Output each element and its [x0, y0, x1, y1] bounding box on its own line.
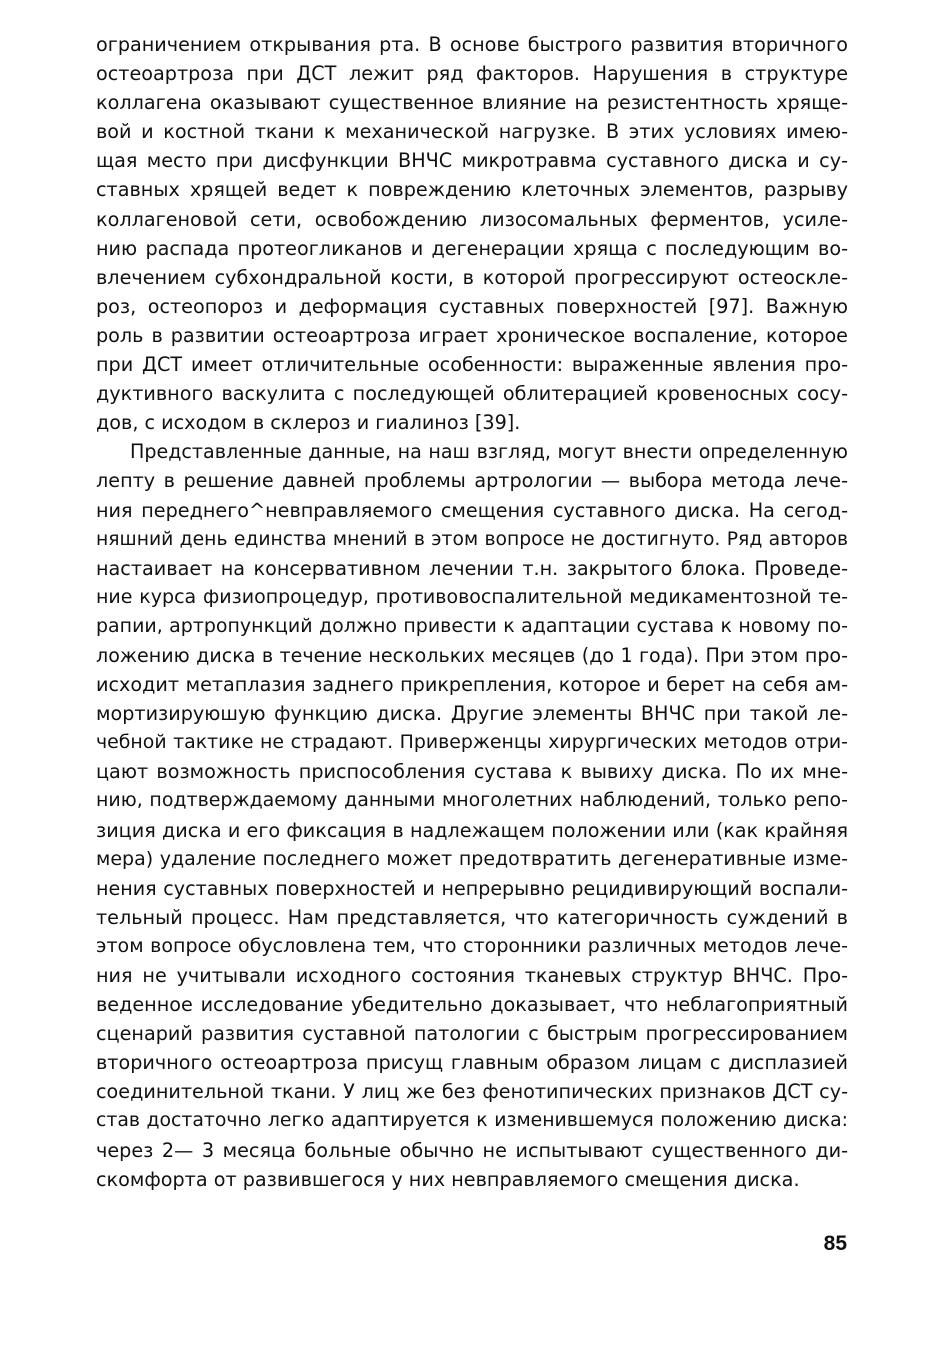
text-line: нию, подтверждаемому данными многолетних наблюдений, только репо-	[96, 789, 848, 812]
text-line: исходит метаплазия заднего прикрепления, которое и берет на себя ам-	[96, 673, 848, 697]
text-line: сценарий развития суставной патологии с быстрым прогрессированием	[96, 1022, 848, 1046]
text-line: нию распада протеогликанов и дегенерации хряща с последующим во-	[96, 236, 848, 260]
text-line: через 2— 3 месяца больные обычно не испытывают существенного ди-	[96, 1138, 848, 1162]
text-line: скомфорта от развившегося у них невправляемого смещения диска.	[96, 1167, 800, 1191]
text-line: лепту в решение давней проблемы артрологии — выбора метода лече-	[96, 469, 848, 493]
text-line: ставных хрящей ведет к повреждению клеточных элементов, разрыву	[96, 178, 848, 202]
text-line: няшний день единства мнений в этом вопросе не достигнуто. Ряд авторов	[96, 528, 848, 550]
text-line: зиция диска и его фиксация в надлежащем положении или (как крайняя	[96, 818, 848, 842]
text-line: коллагена оказывают существенное влияние на резистентность хряще-	[96, 91, 848, 115]
page-number: 85	[823, 1232, 847, 1255]
text-line: Представленные данные, на наш взгляд, могут внести определенную	[130, 440, 848, 464]
text-line: настаивает на консервативном лечении т.н. закрытого блока. Проведе-	[96, 556, 848, 580]
paragraph	[96, 437, 848, 1193]
text-line: при ДСТ имеет отличительные особенности: выраженные явления про-	[96, 353, 848, 377]
text-line: чебной тактике не страдают. Приверженцы хирургических методов отри-	[96, 731, 848, 754]
text-line: роз, остеопороз и деформация суставных поверхностей [97]. Важную	[96, 294, 848, 318]
body-text	[96, 30, 848, 1194]
text-line: коллагеновой сети, освобождению лизосомальных ферментов, усиле-	[96, 207, 848, 231]
text-line: тельный процесс. Нам представляется, что категоричность суждений в	[96, 905, 848, 929]
text-line: остеоартроза при ДСТ лежит ряд факторов. Нарушения в структуре	[96, 62, 848, 86]
text-line: мортизируюшую функцию диска. Другие элементы ВНЧС при такой ле-	[96, 702, 848, 726]
text-line: этом вопросе обусловлена тем, что сторонники различных методов лече-	[96, 934, 848, 957]
text-line: ограничением открывания рта. В основе быстрого развития вторичного	[96, 33, 848, 56]
text-line: вой и костной ткани к механической нагрузке. В этих условиях имею-	[96, 120, 848, 144]
text-line: щая место при дисфункции ВНЧС микротравма суставного диска и су-	[96, 149, 848, 173]
text-line: мера) удаление последнего может предотвратить дегенеративные изме-	[96, 847, 848, 870]
paragraph	[96, 30, 848, 437]
text-line: соединительной ткани. У лиц же без фенотипических признаков ДСТ су-	[96, 1080, 848, 1104]
text-line: дуктивного васкулита с последующей облитерацией кровеносных сосу-	[96, 382, 848, 406]
text-line: веденное исследование убедительно доказывает, что неблагоприятный	[96, 993, 848, 1017]
text-line: влечением субхондральной кости, в которой прогрессируют остеоскле-	[96, 265, 848, 289]
text-line: ложению диска в течение нескольких месяцев (до 1 года). При этом про-	[96, 643, 848, 667]
text-line: нения суставных поверхностей и непрерывно рецидивирующий воспали-	[96, 876, 848, 900]
text-line: став достаточно легко адаптируется к изменившемуся положению диска:	[96, 1110, 848, 1132]
text-line: дов, с исходом в склероз и гиалиноз [39].	[96, 411, 521, 435]
text-line: вторичного остеоартроза присущ главным образом лицам с дисплазией	[96, 1051, 848, 1075]
text-line: ния переднего^невправляемого смещения суставного диска. На сегод-	[96, 498, 848, 522]
text-line: ние курса физиопроцедур, противовоспалительной медикаментозной те-	[96, 585, 848, 608]
text-line: цают возможность приспособления сустава к вывиху диска. По их мне-	[96, 760, 848, 784]
text-line: роль в развитии остеоартроза играет хроническое воспаление, которое	[96, 323, 848, 347]
text-line: рапии, артропункций должно привести к адаптации сустава к новому по-	[96, 614, 848, 637]
text-line: ния не учитывали исходного состояния тканевых структур ВНЧС. Про-	[96, 964, 848, 987]
